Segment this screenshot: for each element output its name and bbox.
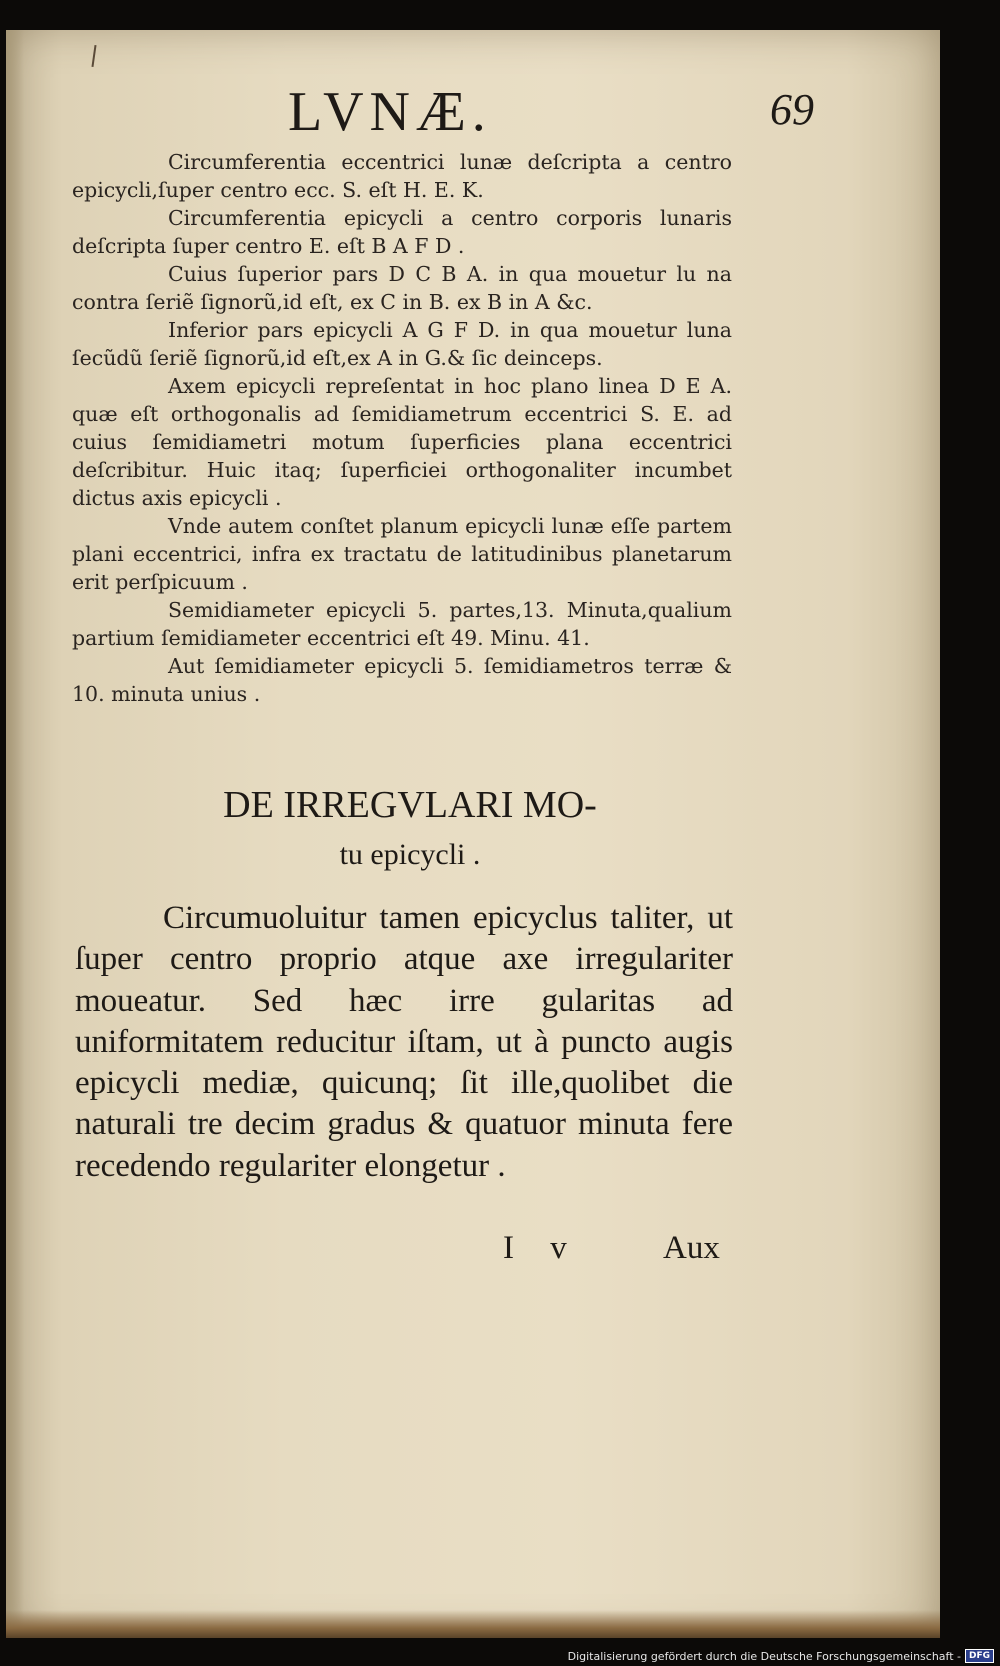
paragraph: Inferior pars epicycli A G F D. in qua mouetur luna ſecũdũ ſeriẽ ſignorũ,id eſt,ex A in G.& ſic deinceps. bbox=[72, 318, 732, 370]
page-bottom-edge bbox=[6, 1610, 940, 1638]
paragraph: Aut ſemidiameter epicycli 5. ſemidiametros terræ & 10. minuta unius . bbox=[72, 654, 732, 706]
dfg-logo-icon: DFG bbox=[965, 1649, 994, 1663]
page-gutter-shadow bbox=[6, 30, 24, 1638]
catchword: Aux bbox=[663, 1230, 720, 1266]
running-head: LVNÆ. bbox=[288, 81, 492, 143]
page-footer bbox=[75, 1230, 733, 1272]
section-heading-line1: DE IRREGVLARI MO- bbox=[223, 784, 597, 826]
paragraph: Circumferentia epicycli a centro corporis lunaris deſcripta ſuper centro E. eſt B A F D . bbox=[72, 206, 732, 258]
paragraph: Semidiameter epicycli 5. partes,13. Minuta,qualium partium ſemidiameter eccentrici eſt 49. Minu. 41. bbox=[72, 598, 732, 650]
funding-text: Digitalisierung gefördert durch die Deutsche Forschungsgemeinschaft - bbox=[567, 1649, 961, 1663]
page-number: 69 bbox=[770, 85, 814, 134]
paragraph: Cuius ſuperior pars D C B A. in qua mouetur lu na contra ſeriẽ ſignorũ,id eſt, ex C in B. ex B in A &c. bbox=[72, 262, 732, 314]
paragraph: Circumferentia eccentrici lunæ deſcripta a centro epicycli,ſuper centro ecc. S. eſt H. E. K. bbox=[72, 150, 732, 202]
paragraph: Axem epicycli repreſentat in hoc plano linea D E A. quæ eſt orthogonalis ad ſemidiametrum eccentrici S. E. ad cuius ſemidiametri motum ſuperficies plana eccentrici deſcribitur. Huic itaq; ſuperficiei orthogonaliter incumbet dictus axis epicycli . bbox=[72, 374, 732, 510]
section-heading-line2: tu epicycli . bbox=[339, 838, 481, 871]
funding-notice bbox=[568, 1648, 994, 1664]
paragraph: Vnde autem conſtet planum epicycli lunæ eſſe partem plani eccentrici, infra ex tractatu de latitudinibus planetarum erit perſpicuum . bbox=[72, 514, 732, 594]
page-header bbox=[0, 80, 1000, 150]
main-text: Circumuoluitur tamen epicyclus taliter, ut ſuper centro proprio atque axe irregulariter moueatur. Sed hæc irre gularitas ad uniformitatem reducitur iſtam, ut à puncto augis epicycli mediæ, quicunq; ſit ille,quolibet die naturali tre decim gradus & quatuor minuta fere recedendo regulariter elongetur . bbox=[75, 900, 733, 1184]
commentary-text bbox=[72, 148, 732, 708]
section-heading bbox=[150, 780, 670, 880]
signature-mark: I v bbox=[503, 1230, 581, 1266]
